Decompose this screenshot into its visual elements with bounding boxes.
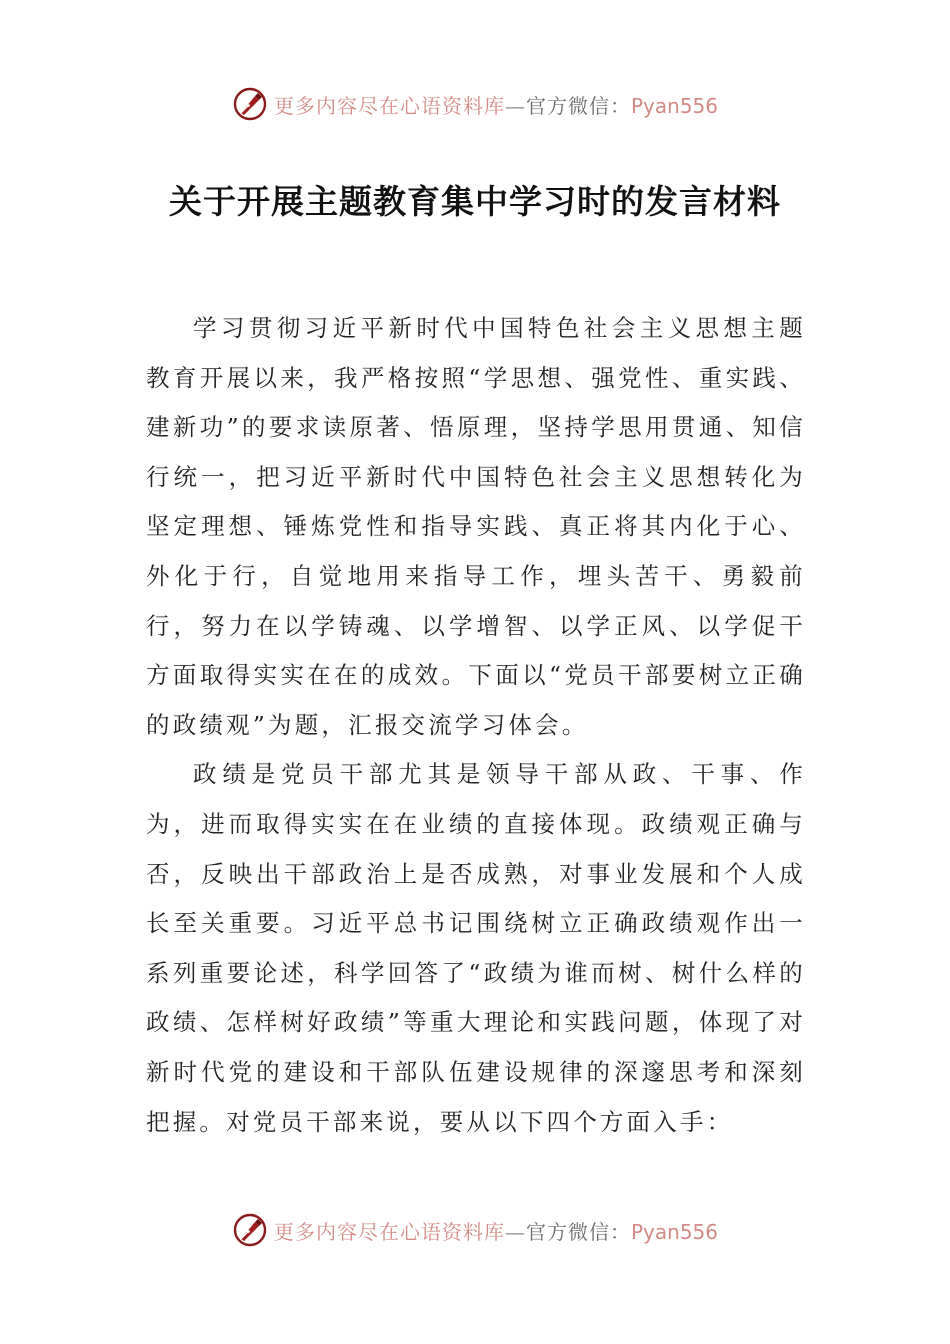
fountain-pen-nib-icon (232, 86, 268, 122)
watermark-separator: — (504, 1219, 526, 1244)
watermark-site-text: 更多内容尽在心语资料库 (273, 93, 505, 118)
paragraph: 学习贯彻习近平新时代中国特色社会主义思想主题教育开展以来，我严格按照“学思想、强党性、重实践、建新功”的要求读原著、悟原理，坚持学思用贯通、知信行统一，把习近平新时代中国特色社会主义思想转化为坚定理想、锤炼党性和指导实践、真正将其内化于心、外化于行，自觉地用来指导工作，埋头苦干、勇毅前行，努力在以学铸魂、以学增智、以学正风、以学促干方面取得实实在在的成效。下面以“党员干部要树立正确的政绩观”为题，汇报交流学习体会。 (146, 314, 806, 739)
watermark-wechat-id: Pyan556 (630, 1219, 718, 1244)
watermark-text (274, 1216, 718, 1245)
watermark-wechat-id: Pyan556 (630, 93, 718, 118)
footer-watermark (0, 1210, 950, 1250)
watermark-wechat-label: 官方微信： (525, 1219, 631, 1244)
watermark-separator: — (504, 93, 526, 118)
watermark-text (274, 90, 718, 119)
document-title: 关于开展主题教育集中学习时的发言材料 (169, 182, 781, 221)
watermark-wechat-label: 官方微信： (525, 93, 631, 118)
document-body (146, 304, 806, 1147)
paragraph: 政绩是党员干部尤其是领导干部从政、干事、作为，进而取得实实在在业绩的直接体现。政绩观正确与否，反映出干部政治上是否成熟，对事业发展和个人成长至关重要。习近平总书记围绕树立正确政绩观作出一系列重要论述，科学回答了“政绩为谁而树、树什么样的政绩、怎样树好政绩”等重大理论和实践问题，体现了对新时代党的建设和干部队伍建设规律的深邃思考和深刻把握。对党员干部来说，要从以下四个方面入手： (146, 760, 806, 1136)
header-watermark (0, 84, 950, 124)
fountain-pen-nib-icon (232, 1212, 268, 1248)
watermark-site-text: 更多内容尽在心语资料库 (273, 1219, 505, 1244)
